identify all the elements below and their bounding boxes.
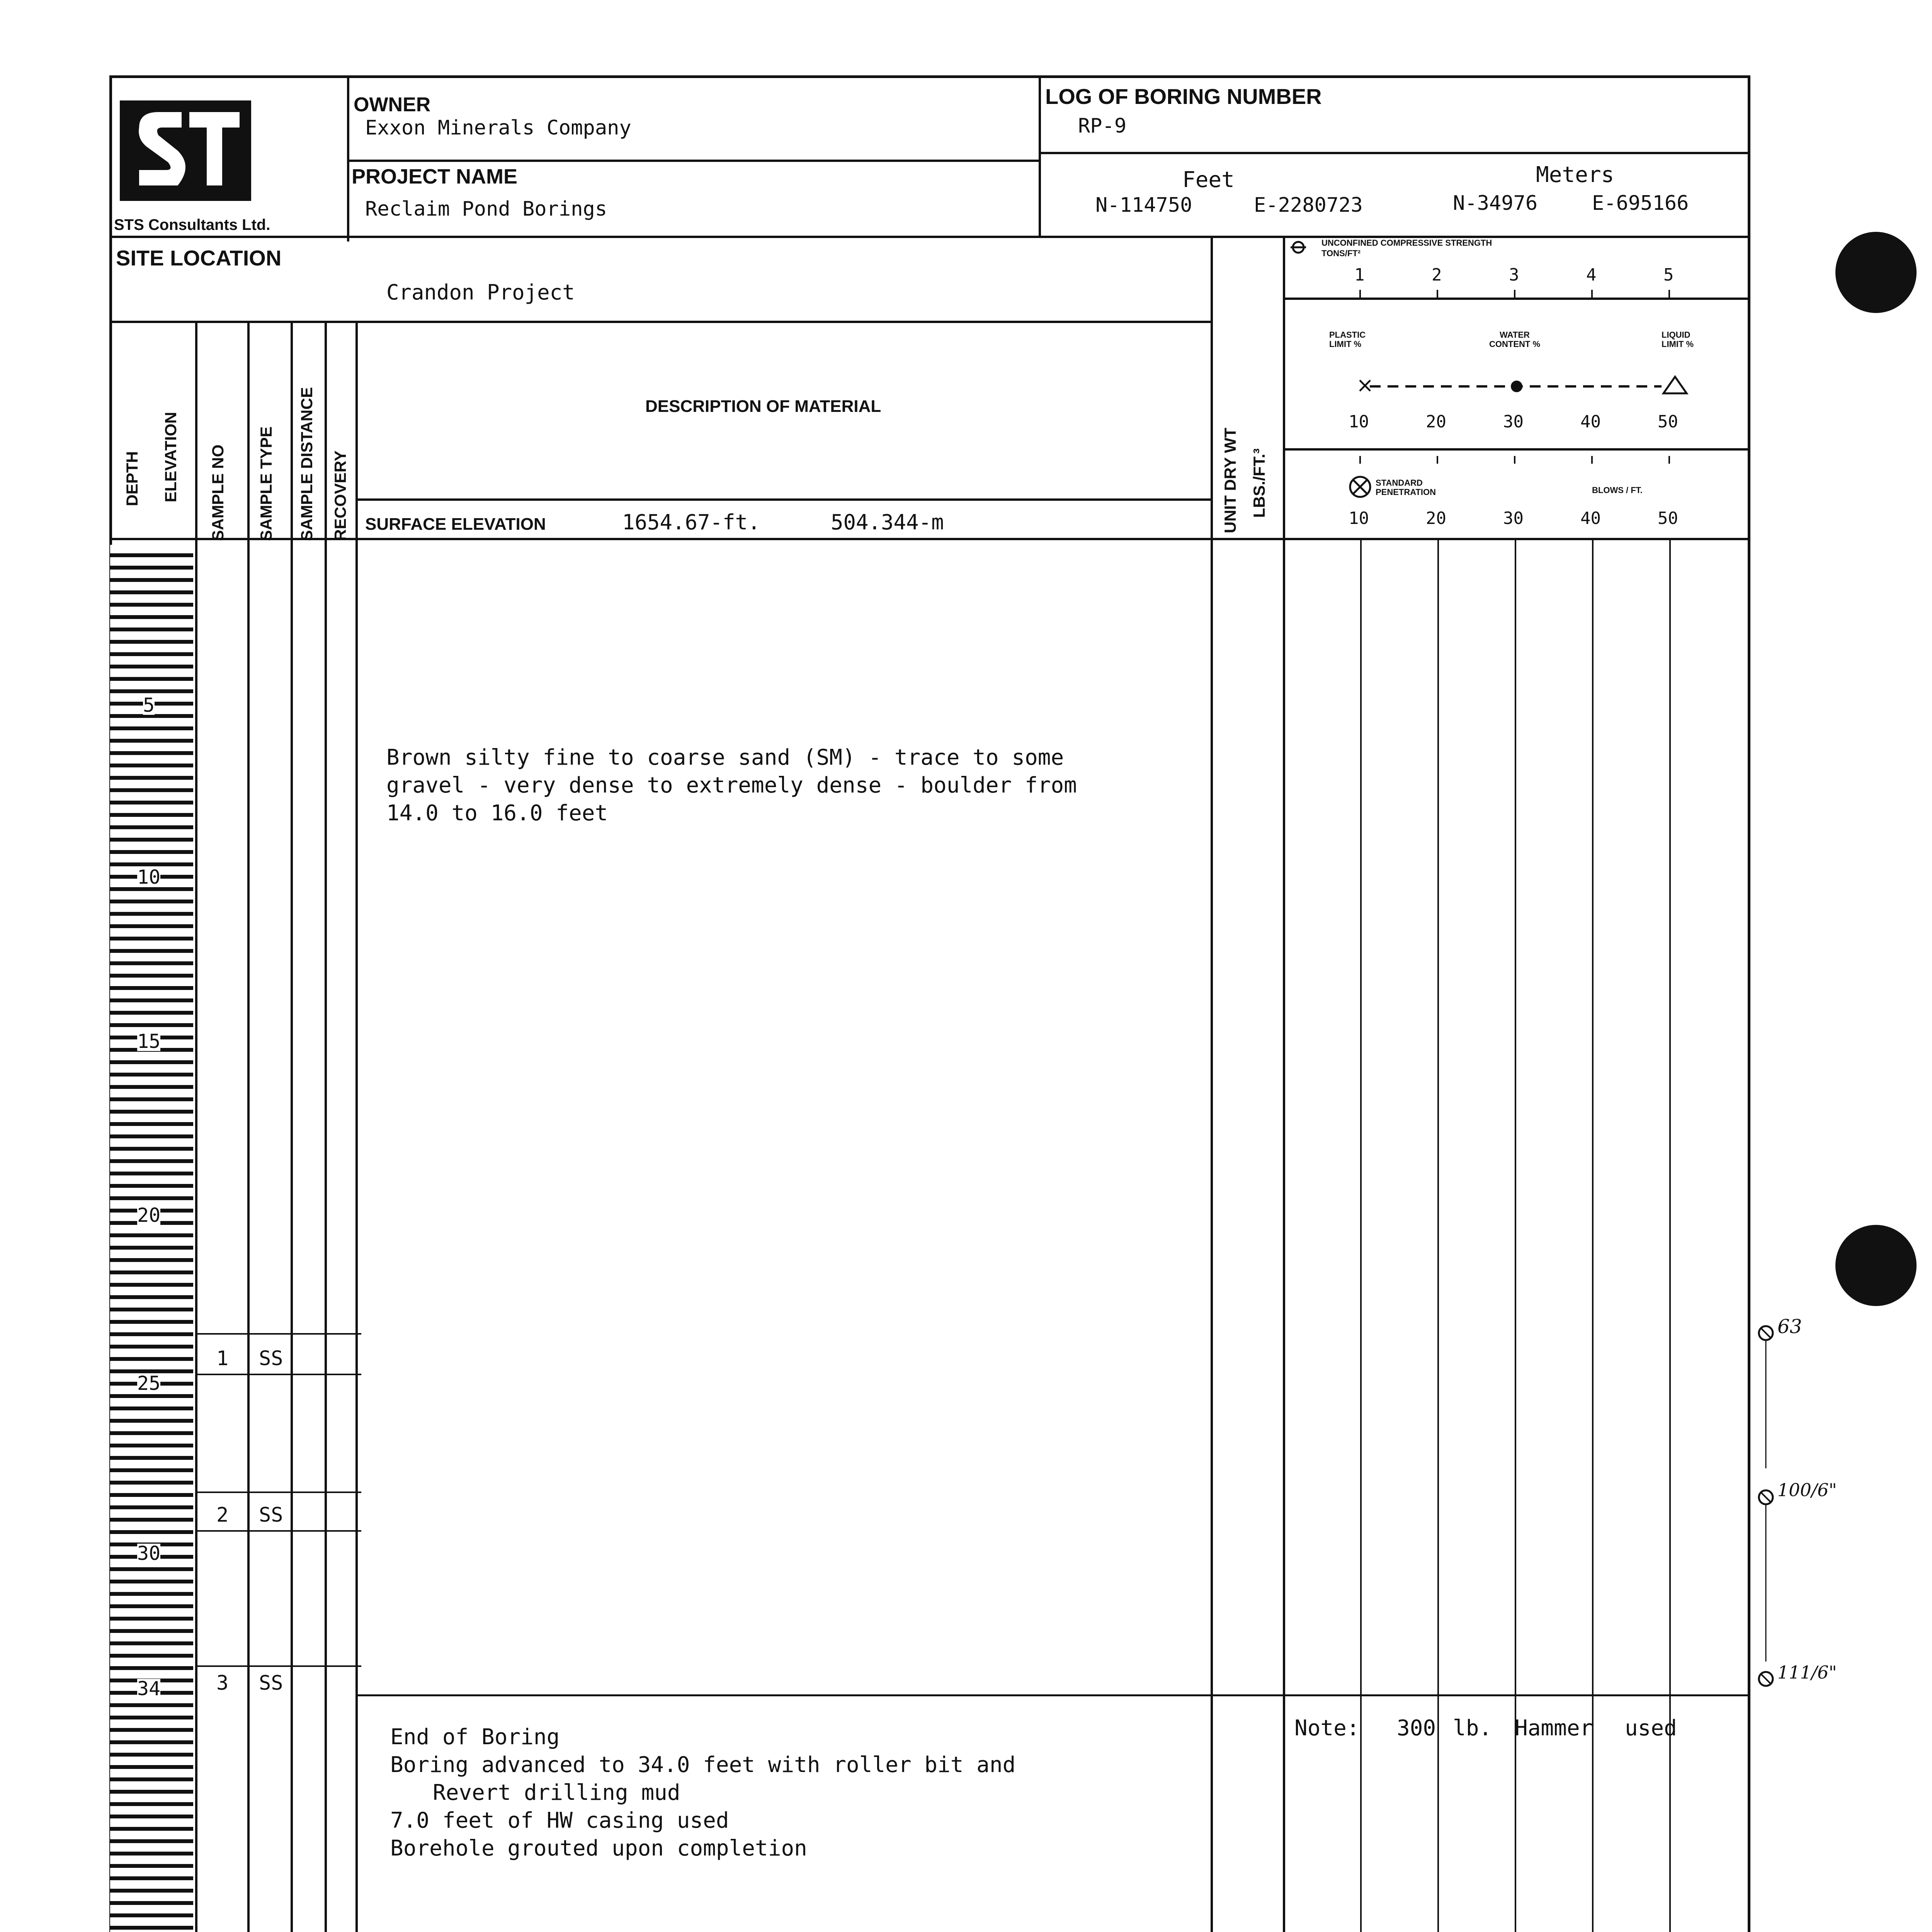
feet-label: Feet	[1182, 167, 1235, 192]
easting-feet: E-2280723	[1254, 194, 1363, 217]
punch-hole-middle	[1835, 1225, 1917, 1306]
boring-label: LOG OF BORING NUMBER	[1045, 84, 1322, 109]
svg-text:×: ×	[1356, 373, 1374, 397]
hammer-note-word1: Hammer	[1515, 1716, 1593, 1741]
sample-2-type: SS	[259, 1503, 283, 1527]
depth-mark-20: 20	[137, 1204, 161, 1226]
sample-3-no: 3	[216, 1672, 229, 1695]
sample-line	[195, 1333, 361, 1335]
divider	[1211, 236, 1213, 1932]
stratum-boundary	[355, 1694, 1750, 1696]
hammer-note-weight: 300	[1397, 1716, 1436, 1741]
hammer-note-label: Note:	[1294, 1716, 1360, 1741]
moisture-tick-30: 30	[1503, 412, 1524, 432]
site-label: SITE LOCATION	[116, 246, 282, 270]
strength-tick-3: 3	[1509, 265, 1519, 285]
sample-line	[195, 1374, 361, 1375]
penetration-tick-50: 50	[1658, 509, 1678, 528]
divider	[355, 321, 358, 1932]
divider	[247, 321, 250, 1932]
liquid-limit-label: LIQUID LIMIT %	[1662, 330, 1694, 349]
surface-label: SURFACE ELEVATION	[365, 515, 546, 534]
owner-label: OWNER	[354, 94, 431, 116]
depth-mark-5: 5	[143, 694, 155, 716]
blow-count-marks	[1754, 1314, 1870, 1700]
penetration-tick-10: 10	[1349, 509, 1369, 528]
col-unit-dry-wt-unit: LBS./FT.³	[1250, 448, 1268, 518]
plastic-limit-label: PLASTIC LIMIT %	[1329, 330, 1366, 349]
description-line: 14.0 to 16.0 feet	[386, 801, 608, 826]
logo-company: STS Consultants Ltd.	[114, 216, 270, 233]
strength-tick-2: 2	[1432, 265, 1442, 285]
col-recovery: RECOVERY	[331, 450, 349, 541]
end-note-line: Boring advanced to 34.0 feet with roller bit and	[390, 1752, 1016, 1777]
penetration-tick-20: 20	[1426, 509, 1446, 528]
end-note-line: End of Boring	[390, 1725, 560, 1750]
col-unit-dry-wt: UNIT DRY WT	[1221, 428, 1239, 533]
site-value: Crandon Project	[386, 280, 575, 304]
sample-1-type: SS	[259, 1347, 283, 1370]
divider	[1039, 75, 1041, 238]
end-note-line: Borehole grouted upon completion	[390, 1836, 807, 1861]
stratum-description	[386, 744, 1077, 827]
col-depth: DEPTH	[123, 451, 141, 506]
blow-count-3: 111/6"	[1777, 1662, 1837, 1683]
divider	[109, 538, 1750, 540]
sample-1-no: 1	[216, 1347, 229, 1370]
blow-count-2: 100/6"	[1777, 1480, 1837, 1500]
moisture-tick-10: 10	[1349, 412, 1369, 432]
description-header: DESCRIPTION OF MATERIAL	[645, 397, 881, 416]
sts-logo-icon	[116, 97, 255, 213]
strength-label: UNCONFINED COMPRESSIVE STRENGTH	[1321, 238, 1492, 248]
moisture-tick-50: 50	[1658, 412, 1678, 432]
depth-ruler	[110, 545, 193, 1932]
divider	[109, 321, 1211, 323]
divider	[195, 321, 197, 1932]
divider	[347, 75, 349, 242]
strength-tick-1: 1	[1354, 265, 1365, 285]
owner-value: Exxon Minerals Company	[365, 116, 631, 139]
penetration-tick-30: 30	[1503, 509, 1524, 528]
depth-mark-10: 10	[137, 866, 161, 888]
grid-line	[1360, 538, 1362, 1932]
boring-number: RP-9	[1078, 114, 1127, 138]
penetration-label: STANDARD PENETRATION	[1376, 478, 1436, 497]
divider	[1039, 152, 1750, 154]
col-sample-distance: SAMPLE DISTANCE	[298, 387, 316, 541]
sample-2-no: 2	[216, 1503, 229, 1527]
end-note-line: 7.0 feet of HW casing used	[390, 1808, 729, 1833]
blow-count-1: 63	[1777, 1315, 1802, 1338]
description-line: gravel - very dense to extremely dense - boulder from	[386, 773, 1077, 798]
moisture-tick-40: 40	[1580, 412, 1601, 432]
water-content-label: WATER CONTENT %	[1489, 330, 1540, 349]
northing-meters: N-34976	[1453, 192, 1538, 215]
hammer-note-word2: used	[1625, 1716, 1677, 1741]
divider	[347, 160, 1039, 162]
sample-line	[195, 1492, 361, 1493]
easting-meters: E-695166	[1592, 192, 1689, 215]
strength-unit: TONS/FT²	[1321, 248, 1361, 258]
project-label: PROJECT NAME	[352, 165, 518, 188]
punch-hole-top	[1835, 232, 1917, 313]
hammer-note-unit: lb.	[1453, 1716, 1492, 1741]
meters-label: Meters	[1536, 162, 1614, 187]
northing-feet: N-114750	[1095, 194, 1192, 217]
sample-3-type: SS	[259, 1672, 283, 1695]
penetration-tick-40: 40	[1580, 509, 1601, 528]
sample-line	[195, 1530, 361, 1532]
divider	[325, 321, 327, 1932]
penetration-unit: BLOWS / FT.	[1592, 485, 1643, 495]
grid-line	[1437, 538, 1439, 1932]
end-notes	[390, 1723, 1015, 1862]
depth-mark-30: 30	[137, 1542, 161, 1565]
depth-mark-25: 25	[137, 1372, 161, 1395]
divider	[355, 498, 1211, 501]
project-value: Reclaim Pond Borings	[365, 197, 607, 221]
sample-line	[195, 1665, 361, 1667]
col-sample-no: SAMPLE NO	[209, 444, 227, 541]
col-sample-type: SAMPLE TYPE	[257, 426, 275, 541]
surface-feet: 1654.67-ft.	[622, 510, 760, 534]
description-line: Brown silty fine to coarse sand (SM) - trace to some	[386, 745, 1064, 770]
surface-meters: 504.344-m	[831, 510, 944, 534]
depth-mark-34: 34	[137, 1677, 161, 1700]
moisture-tick-20: 20	[1426, 412, 1446, 432]
strength-tick-5: 5	[1663, 265, 1674, 285]
strength-tick-4: 4	[1586, 265, 1597, 285]
col-elevation: ELEVATION	[162, 412, 180, 502]
sts-logo	[116, 97, 255, 213]
end-note-line: Revert drilling mud	[433, 1780, 680, 1805]
depth-mark-15: 15	[137, 1030, 161, 1053]
divider	[291, 321, 293, 1932]
